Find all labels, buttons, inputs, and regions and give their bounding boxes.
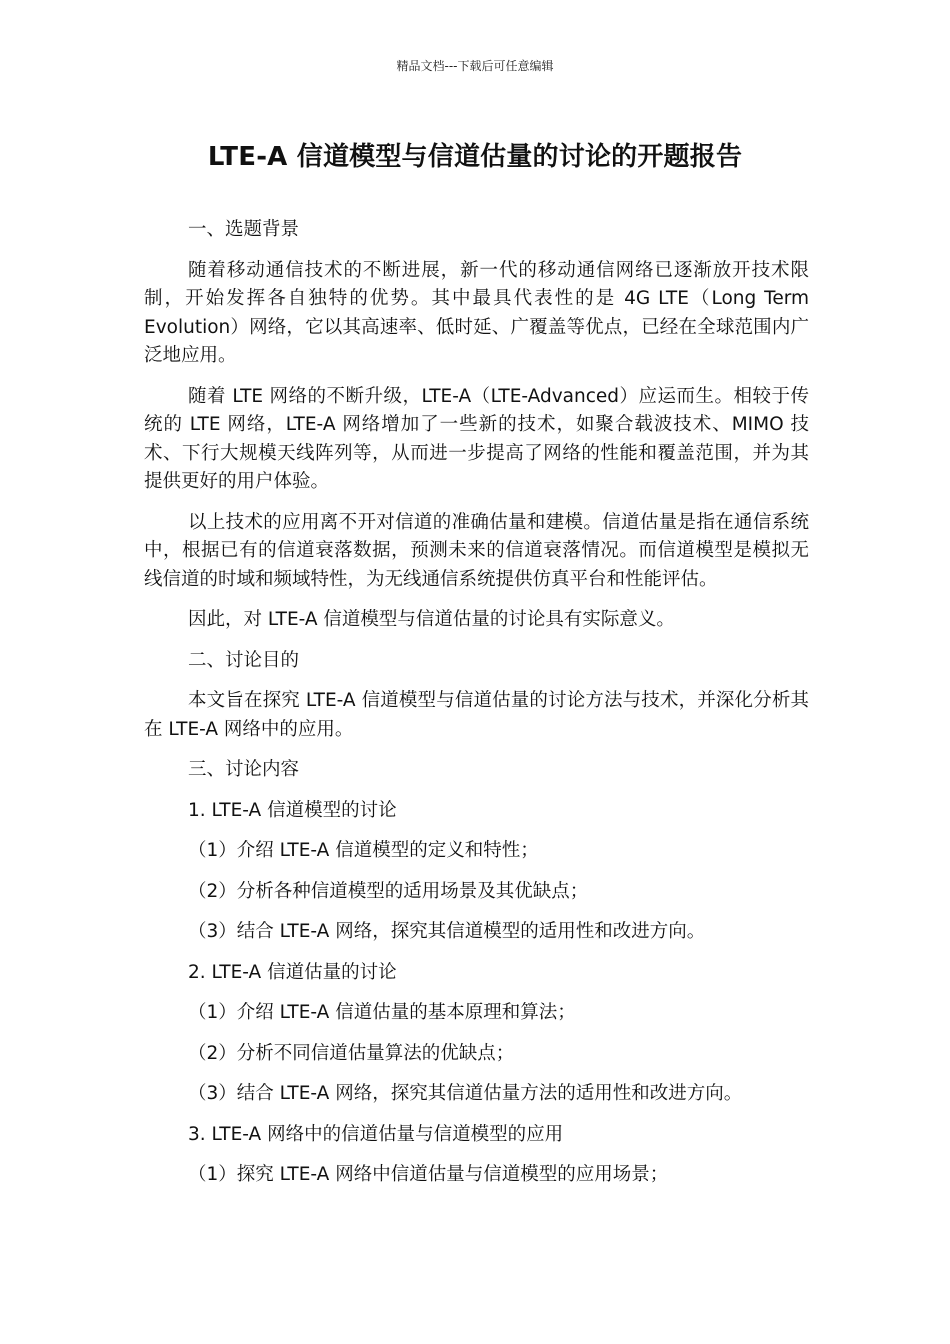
section-heading-content: 三、讨论内容 (188, 759, 300, 780)
document-body (144, 216, 809, 1202)
list-item: （1）探究 LTE-A 网络中信道估量与信道模型的应用场景； (188, 1164, 669, 1185)
page-header: 精品文档---下载后可任意编辑 (396, 59, 554, 73)
paragraph: 以上技术的应用离不开对信道的准确估量和建模。信道估量是指在通信系统中，根据已有的信道衰落数据，预测未来的信道衰落情况。而信道模型是模拟无线信道的时域和频域特性，为无线通信系统提供仿真平台和性能评估。 (144, 511, 809, 590)
list-item: （2）分析不同信道估量算法的优缺点； (188, 1042, 515, 1064)
subsection-heading: 1. LTE-A 信道模型的讨论 (188, 799, 397, 821)
paragraph: 随着移动通信技术的不断进展，新一代的移动通信网络已逐渐放开技术限制，开始发挥各自独特的优势。其中最具代表性的是 4G LTE（Long Term Evolution）网络，它以其高速率、低时延、广覆盖等优点，已经在全球范围内广泛地应用。 (144, 259, 809, 366)
paragraph: 本文旨在探究 LTE-A 信道模型与信道估量的讨论方法与技术，并深化分析其在 LTE-A 网络中的应用。 (144, 690, 809, 740)
paragraph: 因此，对 LTE-A 信道模型与信道估量的讨论具有实际意义。 (188, 609, 675, 630)
list-item: （2）分析各种信道模型的适用场景及其优缺点； (188, 880, 589, 902)
section-heading-purpose: 二、讨论目的 (188, 649, 300, 671)
list-item: （1）介绍 LTE-A 信道估量的基本原理和算法； (188, 1002, 576, 1023)
list-item: （1）介绍 LTE-A 信道模型的定义和特性； (188, 840, 539, 861)
list-item: （3）结合 LTE-A 网络，探究其信道估量方法的适用性和改进方向。 (188, 1083, 743, 1104)
document-title: LTE-A 信道模型与信道估量的讨论的开题报告 (207, 142, 743, 172)
list-item: （3）结合 LTE-A 网络，探究其信道模型的适用性和改进方向。 (188, 921, 706, 942)
section-heading-background: 一、选题背景 (188, 219, 300, 240)
subsection-heading: 3. LTE-A 网络中的信道估量与信道模型的应用 (188, 1123, 564, 1145)
subsection-heading: 2. LTE-A 信道估量的讨论 (188, 961, 397, 983)
paragraph: 随着 LTE 网络的不断升级，LTE-A（LTE-Advanced）应运而生。相较于传统的 LTE 网络，LTE-A 网络增加了一些新的技术，如聚合载波技术、MIMO 技术、下行大规模天线阵列等，从而进一步提高了网络的性能和覆盖范围，并为其提供更好的用户体验。 (144, 385, 809, 492)
